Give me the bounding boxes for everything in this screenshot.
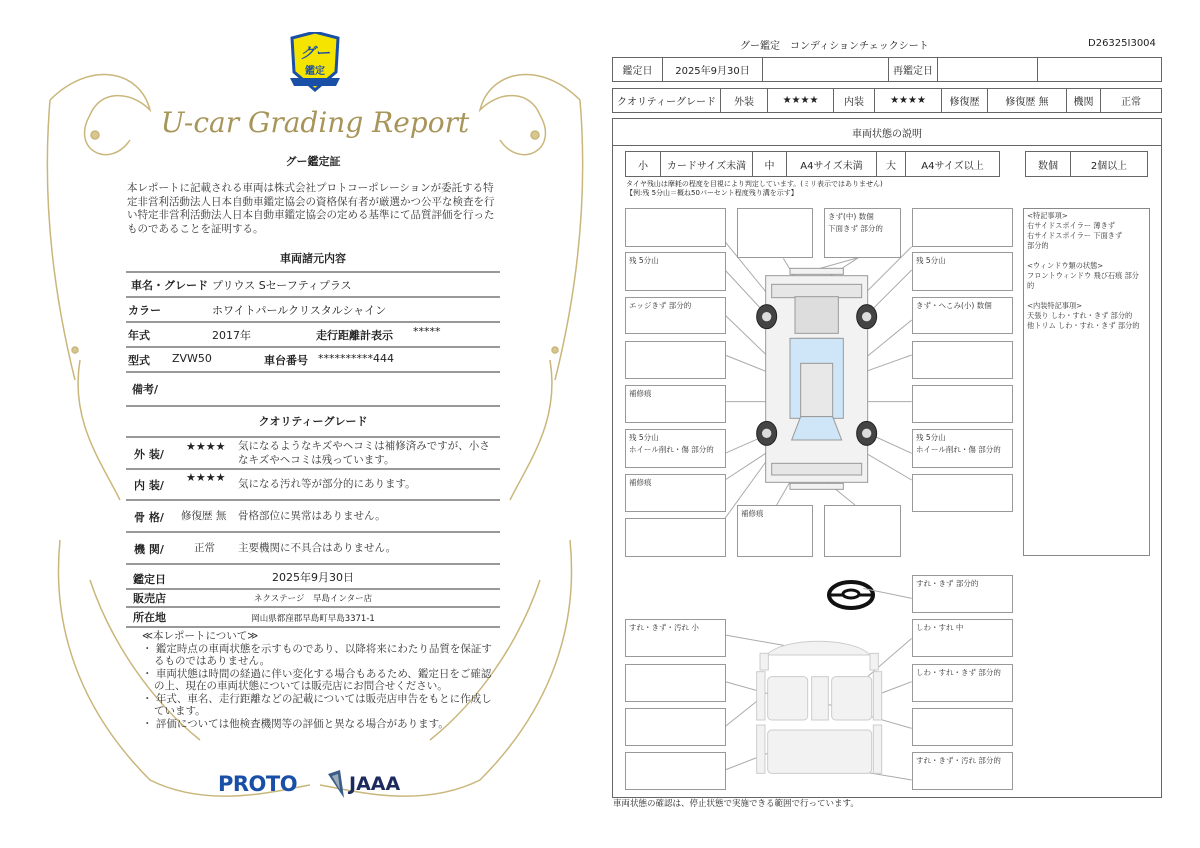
exterior-condition-box xyxy=(625,518,726,557)
sheet-footer-note: 車両状態の確認は、停止状態で実施できる範囲で行っています。 xyxy=(613,799,859,809)
exterior-condition-box: 補修痕 xyxy=(625,474,726,512)
grade-exterior-value: ★★★★ xyxy=(186,440,226,453)
jaaa-logo: JAAA xyxy=(349,773,401,795)
size-small-desc: カードサイズ未満 xyxy=(660,151,753,177)
note-line xyxy=(1027,291,1146,301)
size-large-desc: A4サイズ以上 xyxy=(905,151,1000,177)
exterior-condition-box: 補修痕 xyxy=(737,505,813,557)
exterior-condition-box: 残 5分山 xyxy=(912,252,1013,291)
exterior-condition-box xyxy=(912,385,1013,423)
tire-note-example: 【例:残 5分山＝概ね50パーセント程度残り溝を示す】 xyxy=(626,189,798,197)
size-large-label: 大 xyxy=(876,151,906,177)
redate-value xyxy=(937,57,1038,82)
spec-heading: 車両諸元内容 xyxy=(280,252,346,265)
exterior-condition-box: きず・へこみ(小) 数個 xyxy=(912,297,1013,334)
interior-condition-box xyxy=(625,752,726,790)
odometer-value: ***** xyxy=(413,325,441,338)
interior-condition-box: しわ・すれ・きず 部分的 xyxy=(912,664,1013,702)
grade-engine-value: 正常 xyxy=(194,542,215,554)
note-line: 部分的 xyxy=(1027,241,1049,250)
exterior-condition-box xyxy=(625,208,726,247)
engine-label: 機関 xyxy=(1066,88,1101,113)
note-line: <内装特記事項> xyxy=(1027,301,1083,310)
year-value: 2017年 xyxy=(212,329,251,342)
name-label: 車名・グレード xyxy=(131,279,208,292)
note-line: 右サイドスポイラー 下面きず xyxy=(1027,231,1123,240)
model-value: ZVW50 xyxy=(172,352,212,365)
certificate-intro: 本レポートに記載される車両は株式会社プロトコーポレーションが委託する特定非営利活動法人日本自動車鑑定協会の資格保有者が厳選かつ公平な検査を行い特定非営利活動法人日本自動車鑑定協会の定める基準にて品質評価を行ったものであることを証明する。 xyxy=(127,182,495,235)
remarks-label: 備考/ xyxy=(132,383,159,396)
interior-condition-box: しわ・すれ 中 xyxy=(912,619,1013,657)
grade-frame-desc: 骨格部位に異常はありません。 xyxy=(238,510,386,522)
engine-value: 正常 xyxy=(1100,88,1162,113)
chassis-value: **********444 xyxy=(318,352,394,365)
year-label: 年式 xyxy=(128,329,150,342)
interior-condition-box xyxy=(625,664,726,702)
grade-frame-value: 修復歴 無 xyxy=(181,510,227,522)
interior-condition-box xyxy=(625,708,726,746)
count-label: 数個 xyxy=(1025,151,1071,177)
ext-value: ★★★★ xyxy=(767,88,834,113)
grade-interior-label: 内 装/ xyxy=(134,479,164,492)
exterior-condition-box xyxy=(912,474,1013,512)
shop-label: 販売店 xyxy=(133,592,166,605)
date-label: 鑑定日 xyxy=(133,573,166,586)
blank-cell xyxy=(1037,57,1162,82)
size-small-label: 小 xyxy=(625,151,661,177)
grade-heading: クオリティーグレード xyxy=(258,415,368,428)
name-value: プリウス Sセーフティプラス xyxy=(212,279,352,292)
exterior-condition-box: 残 5分山 ホイール削れ・傷 部分的 xyxy=(625,429,726,468)
interior-condition-box: すれ・きず・汚れ 部分的 xyxy=(912,752,1013,790)
address-label: 所在地 xyxy=(133,611,166,624)
about-item: ・ 鑑定時点の車両状態を示すものであり、以降将来にわたり品質を保証するものではありません。 xyxy=(142,642,492,667)
interior-condition-box xyxy=(912,708,1013,746)
goo-kantei-badge xyxy=(288,32,342,94)
svg-text:鑑定: 鑑定 xyxy=(305,66,325,77)
interior-condition-box: すれ・きず 部分的 xyxy=(912,575,1013,613)
size-medium-label: 中 xyxy=(752,151,787,177)
grade-interior-desc: 気になる汚れ等が部分的にあります。 xyxy=(238,478,416,490)
shop-value: ネクステージ 早島インター店 xyxy=(253,594,373,604)
about-item: ・ 車両状態は時間の経過に伴い変化する場合もあるため、鑑定日をご確認の上、現在の車両状態については販売店にお問合せください。 xyxy=(142,667,492,692)
proto-logo: PROTO xyxy=(218,772,298,796)
doc-id: D26325I3004 xyxy=(1088,38,1156,49)
grade-frame-label: 骨 格/ xyxy=(134,511,164,524)
color-label: カラー xyxy=(128,304,161,317)
note-line: 他トリム しわ・すれ・きず 部分的 xyxy=(1027,321,1140,330)
address-value: 岡山県都窪郡早島町早島3371-1 xyxy=(251,614,375,624)
note-line: フロントウィンドウ 飛び石痕 部分的 xyxy=(1027,271,1139,290)
exterior-condition-box: きず(中) 数個 下面きず 部分的 xyxy=(824,208,901,258)
redate-label: 再鑑定日 xyxy=(888,57,938,82)
note-line xyxy=(1027,251,1146,261)
interior-condition-box: すれ・きず・汚れ 小 xyxy=(625,619,726,657)
exterior-condition-box: エッジきず 部分的 xyxy=(625,297,726,334)
size-medium-desc: A4サイズ未満 xyxy=(786,151,877,177)
exterior-condition-box xyxy=(912,208,1013,247)
blank-cell xyxy=(762,57,889,82)
note-line: <特記事項> xyxy=(1027,211,1068,220)
int-label: 内装 xyxy=(833,88,875,113)
date-value: 2025年9月30日 xyxy=(662,57,763,82)
about-section xyxy=(142,630,492,730)
exterior-condition-box xyxy=(912,341,1013,379)
exterior-condition-box: 残 5分山 ホイール削れ・傷 部分的 xyxy=(912,429,1013,468)
sheet-title: グー鑑定 コンディションチェックシート xyxy=(740,41,929,52)
notes-box xyxy=(1023,208,1150,556)
grade-engine-desc: 主要機関に不具合はありません。 xyxy=(238,542,397,554)
odometer-label: 走行距離計表示 xyxy=(316,329,393,342)
section-title: 車両状態の説明 xyxy=(612,118,1162,146)
chassis-label: 車台番号 xyxy=(264,354,308,367)
grade-exterior-label: 外 装/ xyxy=(134,448,164,461)
about-item: ・ 年式、車名、走行距離などの記載については販売店申告をもとに作成しています。 xyxy=(142,692,492,717)
model-label: 型式 xyxy=(128,354,150,367)
grade-engine-label: 機 関/ xyxy=(134,543,164,556)
count-desc: 2個以上 xyxy=(1070,151,1148,177)
script-title: U-car Grading Report xyxy=(160,106,470,139)
tire-note: タイヤ残山は摩耗の程度を目視により判定しています。(ミリ表示ではありません) xyxy=(626,180,883,188)
jaaa-logo-icon xyxy=(326,770,346,800)
exterior-condition-box xyxy=(737,208,813,258)
note-line: 右サイドスポイラー 薄きず xyxy=(1027,221,1115,230)
about-item: ・ 評価については他検査機関等の評価と異なる場合があります。 xyxy=(142,717,449,730)
repair-value: 修復歴 無 xyxy=(987,88,1067,113)
note-line: <ウィンドウ類の状態> xyxy=(1027,261,1104,270)
grade-exterior-desc: 気になるようなキズやヘコミは補修済みですが、小さなキズやヘコミは残っています。 xyxy=(238,440,490,466)
date-label: 鑑定日 xyxy=(612,57,663,82)
about-heading: ≪本レポートについて≫ xyxy=(142,630,259,642)
certificate-title: グー鑑定証 xyxy=(285,155,341,168)
exterior-condition-box: 補修痕 xyxy=(625,385,726,423)
exterior-condition-box xyxy=(824,505,901,557)
note-line: 天張り しわ・すれ・きず 部分的 xyxy=(1027,311,1133,320)
repair-label: 修復歴 xyxy=(941,88,988,113)
ext-label: 外装 xyxy=(720,88,768,113)
color-value: ホワイトパールクリスタルシャイン xyxy=(212,304,387,317)
exterior-condition-box xyxy=(625,341,726,379)
exterior-condition-box: 残 5分山 xyxy=(625,252,726,291)
grade-label: クオリティーグレード xyxy=(612,88,721,113)
grade-interior-value: ★★★★ xyxy=(186,471,226,484)
int-value: ★★★★ xyxy=(874,88,942,113)
svg-text:グー: グー xyxy=(299,44,331,62)
date-value: 2025年9月30日 xyxy=(272,571,354,584)
